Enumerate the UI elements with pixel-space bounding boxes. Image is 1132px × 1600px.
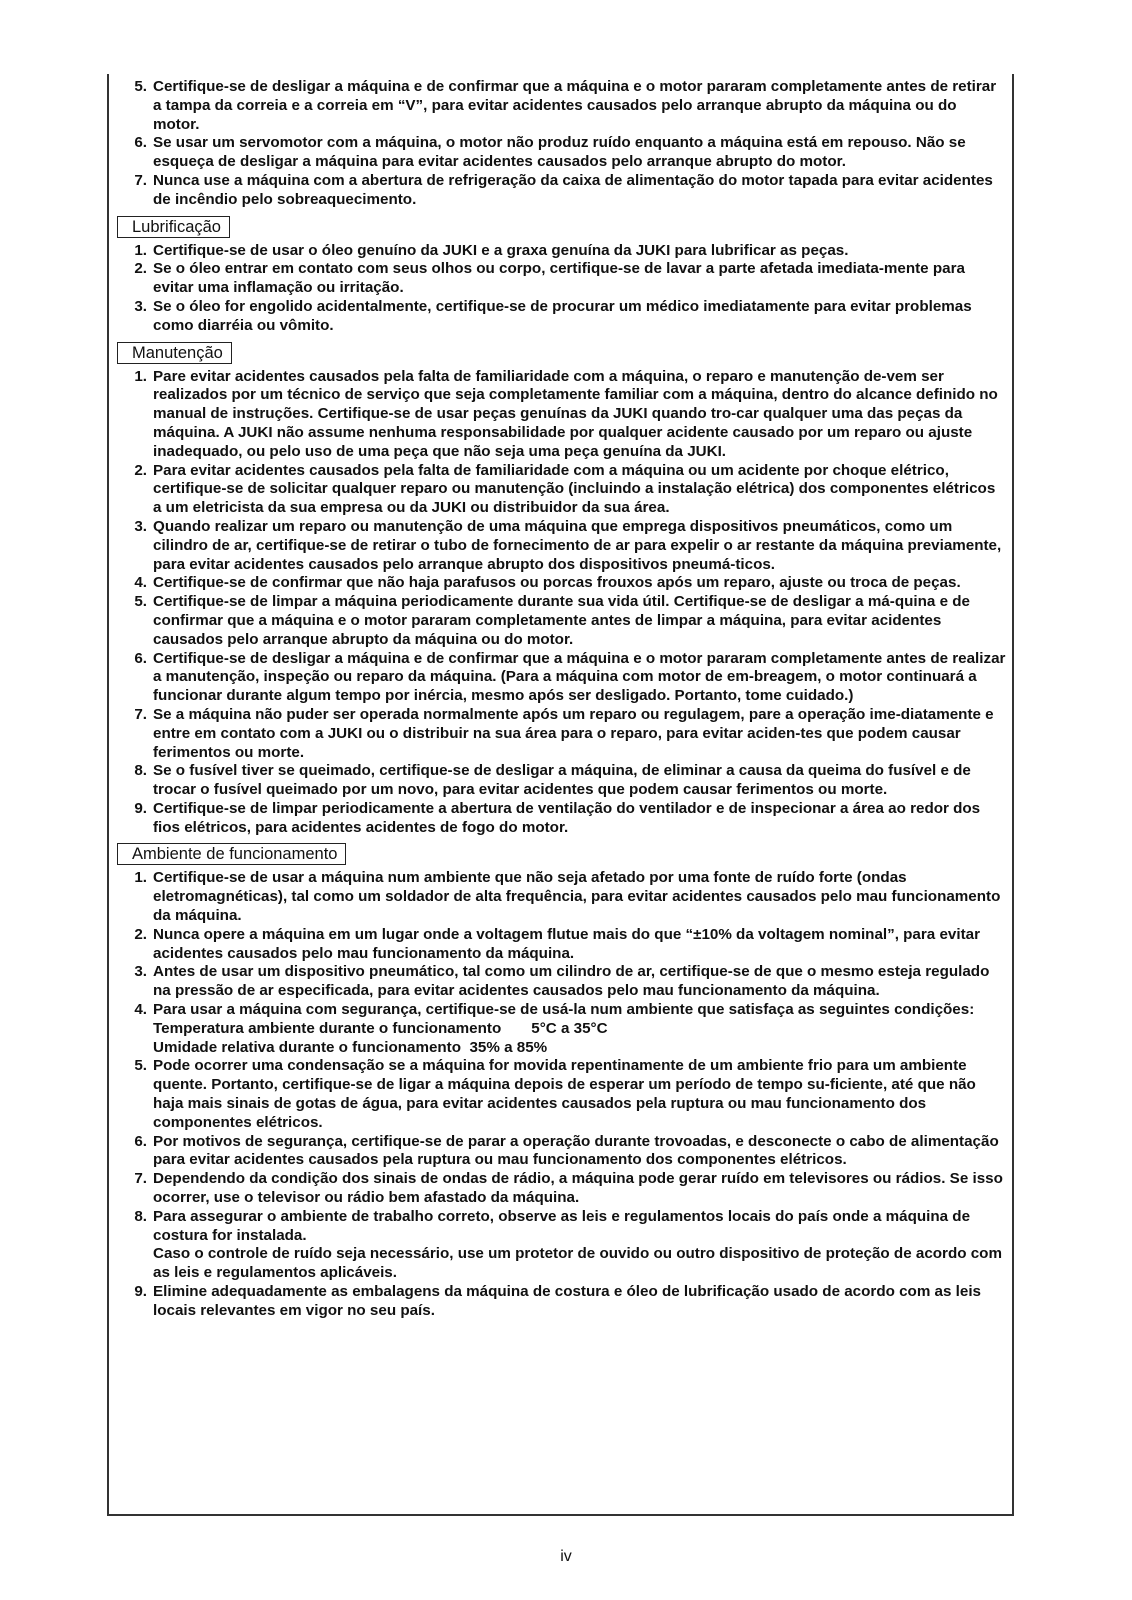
page-number: iv xyxy=(560,1548,572,1565)
document-body xyxy=(123,78,1013,1321)
list-item: 7. Nunca use a máquina com a abertura de refrigeração da caixa de alimentação do motor tapada para evitar acidentes de incêndio pelo sobreaquecimento. xyxy=(134,171,993,208)
list-item: 9. Certifique-se de limpar periodicamente a abertura de ventilação do ventilador e de inspecionar a área ao redor dos fios elétricos, para acidentes acidentes de fogo do motor. xyxy=(134,799,981,836)
humidity-condition: Umidade relativa durante o funcionamento 35% a 85% xyxy=(153,1038,548,1056)
list-item: 3. Antes de usar um dispositivo pneumático, tal como um cilindro de ar, certifique-se de que o mesmo esteja regulado na pressão de ar especificada, para evitar acidentes causados pelo mau funcionamento da máquina. xyxy=(134,963,990,1000)
top-list xyxy=(123,78,1013,210)
temperature-condition: Temperatura ambiente durante o funcionamento 5°C a 35°C xyxy=(153,1019,608,1037)
list-item: 4. Certifique-se de confirmar que não haja parafusos ou porcas frouxos após um reparo, ajuste ou troca de peças. xyxy=(134,574,961,592)
noise-control-note: Caso o controle de ruído seja necessário, use um protetor de ouvido ou outro dispositivo de proteção de acordo com as leis e regulamentos aplicáveis. xyxy=(153,1245,1002,1282)
list-item: 6. Se usar um servomotor com a máquina, o motor não produz ruído enquanto a máquina está em repouso. Não se esqueça de desligar a máquina para evitar acidentes causados pelo arranque abrupto do motor. xyxy=(134,134,966,171)
list-item: 2. Nunca opere a máquina em um lugar onde a voltagem flutue mais do que “±10% da voltagem nominal”, para evitar acidentes causados pelo mau funcionamento da máquina. xyxy=(134,925,980,962)
section-heading-manutencao: Manutenção xyxy=(117,342,232,364)
list-item: 8. Se o fusível tiver se queimado, certifique-se de desligar a máquina, de eliminar a causa da queima do fusível e de trocar o fusível queimado por um novo, para evitar acidentes que podem causar ferimentos ou morte. xyxy=(134,762,971,799)
manutencao-list xyxy=(123,368,1013,838)
ambiente-list xyxy=(123,869,1013,1320)
list-item: 5. Certifique-se de limpar a máquina periodicamente durante sua vida útil. Certifique-se de desligar a má-quina e de confirmar que a máquina e o motor pararam completamente antes de limpar a máquina, para evitar acidentes causados pelo arranque abrupto da máquina ou do motor. xyxy=(134,593,970,648)
list-item: 1. Certifique-se de usar o óleo genuíno da JUKI e a graxa genuína da JUKI para lubrificar as peças. xyxy=(134,241,849,259)
section-heading-ambiente: Ambiente de funcionamento xyxy=(117,843,346,865)
list-item: 8. Para assegurar o ambiente de trabalho correto, observe as leis e regulamentos locais do país onde a máquina de costura for instalada. Caso o controle de ruído seja necessário, use um protetor de ouvido ou outro dispositivo de proteção de acordo com as leis e regulamentos aplicáveis. xyxy=(123,1208,1013,1283)
list-item: 7. Dependendo da condição dos sinais de ondas de rádio, a máquina pode gerar ruído em televisores ou rádios. Se isso ocorrer, use o televisor ou rádio bem afastado da máquina. xyxy=(134,1170,1003,1207)
section-heading-lubrificacao: Lubrificação xyxy=(117,216,230,238)
list-item: 7. Se a máquina não puder ser operada normalmente após um reparo ou regulagem, pare a operação ime-diatamente e entre em contato com a JUKI ou o distribuir na sua área para o reparo, para evitar aciden-tes que podem causar ferimentos ou morte. xyxy=(134,705,994,761)
list-item: 2. Se o óleo entrar em contato com seus olhos ou corpo, certifique-se de lavar a parte afetada imediata-mente para evitar uma inflamação ou irritação. xyxy=(134,260,965,297)
list-item: 1. Pare evitar acidentes causados pela falta de familiaridade com a máquina, o reparo e manutenção de-vem ser realizados por um técnico de serviço que seja completamente familiar com a máquina, dentro do alcance definido no manual de instruções. Certifique-se de usar peças genuínas da JUKI quando tro-car qualquer uma das peças da máquina. A JUKI não assume nenhuma responsabilidade por qualquer acidente causado por um reparo ou ajuste inadequado, ou pelo uso de uma peça que não seja uma peça genuína da JUKI. xyxy=(134,367,998,460)
list-item: 6. Por motivos de segurança, certifique-se de parar a operação durante trovoadas, e desconecte o cabo de alimentação para evitar acidentes causados pela ruptura ou mau funcionamento dos componentes elétricos. xyxy=(134,1132,999,1169)
list-item: 3. Se o óleo for engolido acidentalmente, certifique-se de procurar um médico imediatamente para evitar problemas como diarréia ou vômito. xyxy=(134,297,972,334)
list-item: 6. Certifique-se de desligar a máquina e de confirmar que a máquina e o motor pararam completamente antes de realizar a manutenção, inspeção ou reparo da máquina. (Para a máquina com motor de em-breagem, o motor continuará a funcionar durante algum tempo por inércia, mesmo após ser desligado. Portanto, tome cuidado.) xyxy=(134,649,1006,705)
list-item: 9. Elimine adequadamente as embalagens da máquina de costura e óleo de lubrificação usado de acordo com as leis locais relevantes em vigor no seu país. xyxy=(134,1283,981,1319)
lubrificacao-list xyxy=(123,242,1013,336)
list-item: 4. Para usar a máquina com segurança, certifique-se de usá-la num ambiente que satisfaça as seguintes condições: Temperatura ambiente durante o funcionamento 5°C a 35°C Umidade relativa durante o funcionamento 35% a 85% xyxy=(123,1001,1013,1057)
list-item: 5. Pode ocorrer uma condensação se a máquina for movida repentinamente de um ambiente frio para um ambiente quente. Portanto, certifique-se de ligar a máquina depois de esperar um período de tempo su-ficiente, até que não haja mais sinais de gotas de água, para evitar acidentes causados pela ruptura ou mau funcionamento dos componentes elétricos. xyxy=(134,1057,976,1131)
list-item: 2. Para evitar acidentes causados pela falta de familiaridade com a máquina ou um acidente por choque elétrico, certifique-se de solicitar qualquer reparo ou manutenção (incluindo a instalação elétrica) dos componentes elétricos a um eletricista da sua empresa ou da JUKI ou distribuidor da sua área. xyxy=(134,461,996,517)
list-item: 1. Certifique-se de usar a máquina num ambiente que não seja afetado por uma fonte de ruído forte (ondas eletromagnéticas), tal como um soldador de alta frequência, para evitar acidentes causados pelo mau funcionamento da máquina. xyxy=(134,869,1001,925)
list-item: 3. Quando realizar um reparo ou manutenção de uma máquina que emprega dispositivos pneumáticos, como um cilindro de ar, certifique-se de retirar o tubo de fornecimento de ar para expelir o ar restante da máquina previamente, para evitar acidentes causados pelo arranque abrupto dos dispositivos pneumá-ticos. xyxy=(134,517,1002,573)
list-item: 5. Certifique-se de desligar a máquina e de confirmar que a máquina e o motor pararam completamente antes de retirar a tampa da correia e a correia em “V”, para evitar acidentes causados pelo arranque abrupto da máquina ou do motor. xyxy=(134,78,997,133)
